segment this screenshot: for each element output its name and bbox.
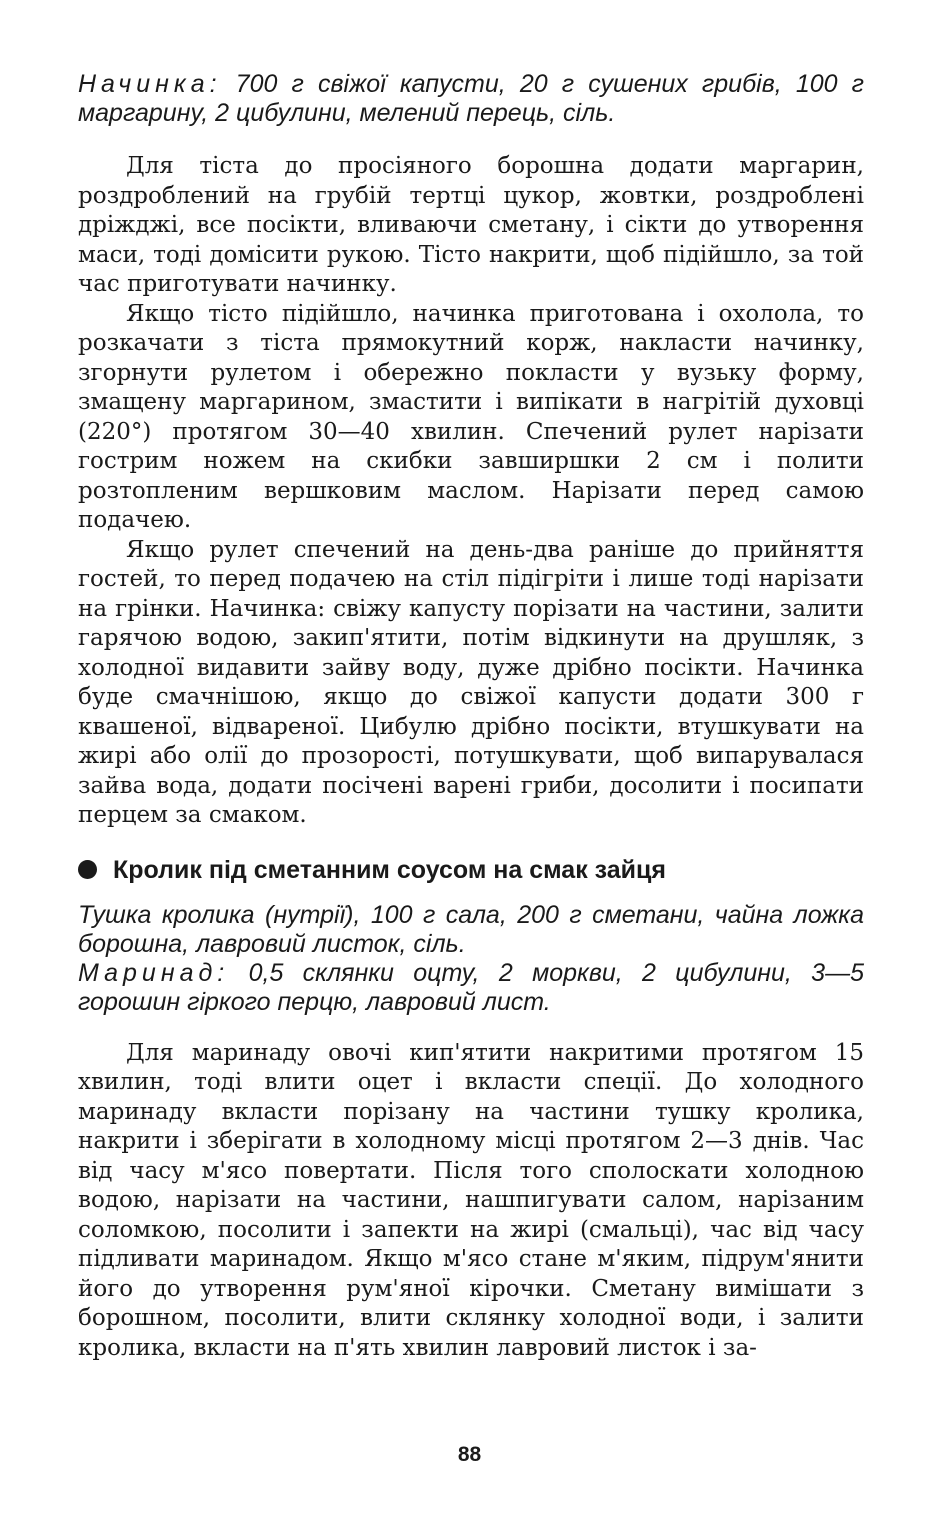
page-number: 88 xyxy=(457,1443,482,1466)
recipe1-paragraph-3: Якщо рулет спечений на день-два раніше до прийняття гостей, то перед подачею на стіл підігріти і лише тоді нарізати на грінки. Начинка: свіжу капусту порізати на частини, залити гарячою водою, закип'ятити, потім відкинути на друшляк, з холодної видавити зайву воду, дуже дрібно посікти. Начинка буде смачнішою, якщо до свіжої капусти додати 300 г квашеної, відвареної. Цибулю дрібно посікти, втушкувати на жирі або олії до прозорості, потушкувати, щоб випарувалася зайва вода, додати посічені варені гриби, досолити і посипати перцем за смаком. xyxy=(78,536,864,828)
filling-label: Начинка: xyxy=(78,70,222,98)
recipe2-ingredients: Тушка кролика (нутрії), 100 г сала, 200 г сметани, чайна ложка борошна, лавровий листок, сіль. xyxy=(78,900,864,958)
marinade-label: Маринад: xyxy=(78,958,230,987)
marinade-ingredients xyxy=(78,959,864,1017)
recipe1-paragraph-2: Якщо тісто підійшло, начинка приготована і охолола, то розкачати з тіста прямокутний корж, накласти начинку, згорнути рулетом і обережно покласти у вузьку форму, змащену маргарином, змастити і випікати в нагрітій духовці (220°) протягом 30—40 хвилин. Спечений рулет нарізати гострим ножем на скибки завширшки 2 см і полити розтопленим вершковим маслом. Нарізати перед самою подачею. xyxy=(78,300,864,533)
filling-ingredients xyxy=(78,70,864,128)
recipe2-title-text: Кролик під сметанним соусом на смак зайця xyxy=(113,855,666,884)
marinade-text: 0,5 склянки оцту, 2 моркви, 2 цибулини, 3—5 горошин гіркого перцю, лавровий лист. xyxy=(78,958,864,1016)
page-content xyxy=(78,70,864,1363)
recipe1-paragraph-1: Для тіста до просіяного борошна додати маргарин, роздроблений на грубій тертці цукор, жовтки, роздроблені дріжджі, все посікти, вливаючи сметану, і сікти до утворення маси, тоді домісити рукою. Тісто накрити, щоб підійшло, за той час приготувати начинку. xyxy=(78,153,864,297)
filling-text: 700 г свіжої капусти, 20 г сушених грибів, 100 г маргарину, 2 цибулини, мелений перець, сіль. xyxy=(78,70,864,127)
recipe2-paragraph: Для маринаду овочі кип'ятити накритими протягом 15 хвилин, тоді влити оцет і вкласти спеції. До холодного маринаду вкласти порізану на частини тушку кролика, накрити і зберігати в холодному місці протягом 2—3 днів. Час від часу м'ясо повертати. Після того сполоскати холодною водою, нарізати на частини, нашпигувати салом, нарізаним соломкою, посолити і запекти на жирі (смальці), час від часу підливати маринадом. Якщо м'ясо стане м'яким, підрум'янити його до утворення рум'яної кірочки. Сметану вимішати з борошном, посолити, влити склянку холодної води, і залити кролика, вкласти на п'ять хвилин лавровий листок і за- xyxy=(78,1039,864,1361)
recipe2-title xyxy=(78,855,864,885)
bullet-icon xyxy=(78,860,97,879)
